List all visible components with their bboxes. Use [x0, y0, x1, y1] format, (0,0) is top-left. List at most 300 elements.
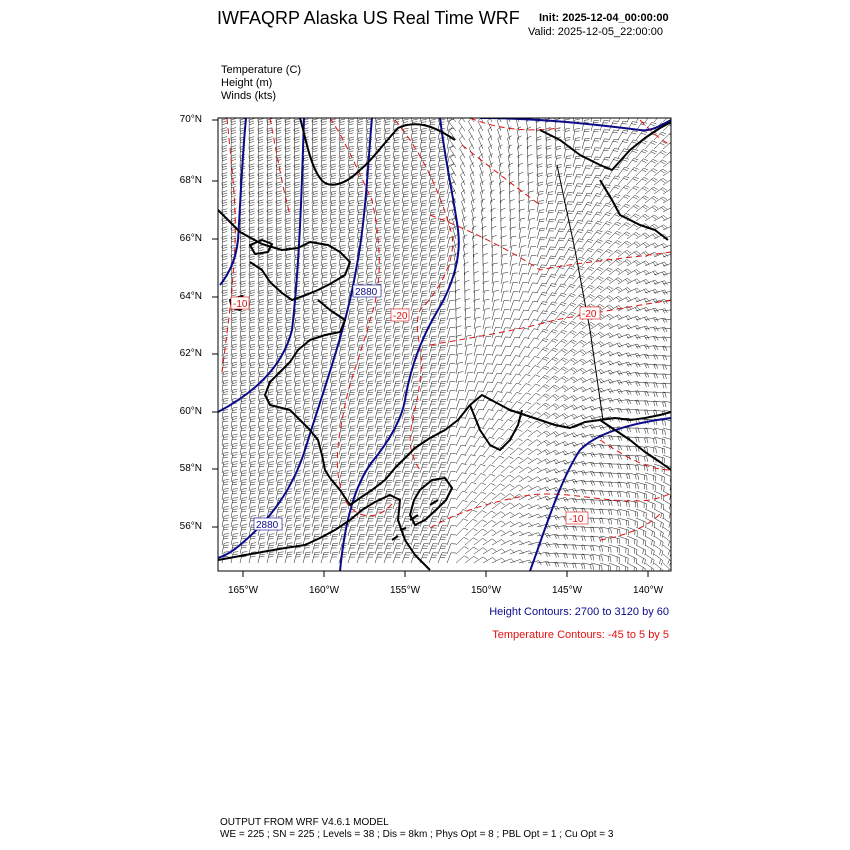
- wind-barb: [492, 392, 503, 402]
- wind-barb: [240, 452, 247, 464]
- wind-barb: [645, 345, 658, 350]
- wind-barb: [645, 563, 654, 574]
- wind-barb: [240, 353, 246, 365]
- wind-barb: [393, 219, 400, 231]
- wind-barb: [321, 227, 327, 239]
- wind-barb: [285, 236, 291, 248]
- wind-barb: [609, 112, 618, 122]
- wind-barb: [366, 245, 373, 257]
- wind-barb: [249, 362, 255, 374]
- wind-barb: [564, 266, 575, 275]
- wind-barb: [488, 136, 492, 149]
- wind-barb: [618, 446, 631, 451]
- wind-barb: [591, 175, 601, 185]
- wind-barb: [249, 155, 254, 167]
- wind-barb: [375, 182, 382, 194]
- wind-barb: [321, 290, 328, 302]
- wind-barb: [537, 247, 546, 257]
- wind-barb: [456, 473, 467, 482]
- wind-barb: [501, 410, 513, 419]
- wind-barb: [366, 209, 373, 221]
- wind-barb: [429, 517, 438, 527]
- wind-barb: [222, 164, 227, 176]
- wind-barb: [393, 173, 400, 185]
- wind-barb: [555, 229, 564, 239]
- wind-barb: [663, 319, 676, 324]
- wind-barb: [258, 489, 265, 500]
- wind-barb: [469, 145, 474, 158]
- wind-barb: [420, 110, 427, 122]
- wind-barb: [330, 299, 337, 311]
- wind-barb: [609, 473, 621, 478]
- wind-barb: [492, 410, 503, 419]
- wind-barb: [483, 382, 493, 392]
- wind-barb: [231, 443, 238, 455]
- wind-barb: [258, 462, 265, 474]
- wind-barb: [663, 328, 676, 333]
- wind-barb: [456, 500, 468, 509]
- wind-barb: [411, 201, 418, 212]
- wind-barb: [267, 453, 274, 464]
- wind-barb: [312, 191, 318, 203]
- wind-barb: [564, 119, 570, 131]
- wind-barb: [420, 228, 427, 239]
- wind-barb: [303, 353, 310, 365]
- wind-barb: [375, 200, 382, 212]
- wind-barb: [618, 167, 629, 176]
- wind-barb: [240, 434, 247, 446]
- wind-barb: [222, 128, 227, 141]
- wind-barb: [420, 219, 427, 230]
- wind-barb: [627, 112, 637, 122]
- wind-barb: [348, 245, 355, 257]
- wind-barb: [546, 229, 555, 239]
- wind-barb: [591, 500, 604, 505]
- wind-barb: [276, 389, 283, 401]
- wind-barb: [276, 426, 283, 438]
- wind-barb: [231, 507, 238, 519]
- wind-barb: [447, 499, 456, 509]
- wind-barb: [469, 127, 474, 140]
- wind-barb: [231, 416, 238, 428]
- wind-barb: [528, 301, 538, 311]
- lat-ticks: [212, 120, 218, 527]
- wind-barb: [330, 209, 336, 221]
- model-info-line1: OUTPUT FROM WRF V4.6.1 MODEL: [220, 817, 389, 828]
- wind-barb: [303, 363, 310, 375]
- wind-barb: [645, 473, 656, 481]
- wind-barb: [285, 417, 292, 429]
- wind-barb: [375, 173, 382, 185]
- wind-barb: [402, 164, 409, 176]
- wind-barb: [258, 272, 264, 284]
- wind-barb: [294, 381, 301, 393]
- wind-barb: [303, 317, 310, 329]
- wind-barb: [258, 335, 264, 347]
- wind-barb: [348, 110, 354, 122]
- wind-barb: [519, 209, 525, 221]
- wind-barb: [222, 479, 229, 491]
- wind-barb: [312, 381, 319, 392]
- wind-barb: [469, 136, 474, 149]
- wind-barb: [645, 509, 655, 519]
- wind-barb: [393, 137, 400, 149]
- wind-barb: [339, 236, 346, 248]
- wind-barb: [492, 263, 498, 275]
- wind-barb: [330, 200, 336, 212]
- wind-barb: [303, 200, 309, 212]
- wind-barb: [321, 236, 327, 248]
- wind-barb: [348, 552, 356, 563]
- wind-barb: [591, 203, 602, 212]
- wind-barb: [231, 119, 236, 132]
- wind-barb: [240, 110, 245, 123]
- wind-barb: [276, 380, 283, 392]
- wind-barb: [429, 535, 438, 545]
- wind-barb: [609, 491, 621, 497]
- wind-barb: [501, 346, 511, 356]
- wind-barb: [384, 119, 390, 131]
- wind-barb: [303, 245, 309, 257]
- wind-barb: [573, 230, 584, 240]
- wind-barb: [429, 544, 438, 554]
- wind-barb: [654, 337, 667, 342]
- wind-barb: [249, 480, 256, 492]
- wind-barb: [591, 221, 602, 230]
- wind-barb: [519, 301, 528, 311]
- wind-barb: [537, 256, 546, 266]
- wind-barb: [384, 246, 391, 258]
- wind-barb: [474, 464, 486, 473]
- wind-barb: [663, 374, 675, 380]
- wind-barb: [339, 155, 345, 167]
- wind-barb: [231, 128, 236, 141]
- wind-barb: [555, 238, 565, 248]
- lat-label: 64°N: [179, 291, 202, 302]
- wind-barb: [231, 353, 237, 365]
- wind-barb: [231, 470, 238, 482]
- wind-barb: [276, 299, 282, 311]
- wind-barb: [573, 545, 585, 550]
- wind-barb: [429, 192, 436, 203]
- wind-barb: [231, 498, 238, 510]
- wind-barb: [636, 401, 649, 406]
- wind-barb: [393, 191, 400, 203]
- wind-barb: [420, 192, 427, 203]
- wind-barb: [348, 309, 355, 321]
- wind-barb: [510, 383, 521, 392]
- wind-barb: [267, 407, 274, 419]
- wind-barb: [573, 563, 585, 569]
- wind-barb: [312, 200, 318, 212]
- wind-barb: [582, 193, 592, 203]
- wind-barb: [312, 326, 319, 338]
- wind-barb: [591, 166, 601, 176]
- wind-barb: [285, 552, 293, 563]
- wind-barb: [240, 425, 247, 437]
- wind-barb: [438, 174, 445, 185]
- wind-barb: [330, 254, 337, 266]
- wind-barb: [312, 218, 318, 230]
- wind-barb: [582, 202, 592, 212]
- wind-barb: [591, 230, 603, 239]
- wind-barb: [420, 201, 427, 212]
- wind-barb: [231, 110, 236, 123]
- wind-barb: [267, 263, 273, 275]
- wind-barb: [294, 399, 301, 411]
- wind-barb: [609, 545, 620, 553]
- wind-barb: [492, 272, 498, 284]
- wind-barb: [393, 110, 399, 122]
- wind-barb: [483, 355, 492, 365]
- wind-barb: [267, 471, 274, 482]
- wind-barb: [555, 211, 564, 221]
- wind-barb: [609, 139, 619, 149]
- wind-barb: [456, 491, 467, 500]
- wind-barb: [609, 527, 620, 535]
- wind-barb: [582, 527, 594, 532]
- wind-barb: [591, 184, 601, 194]
- wind-barb: [402, 155, 409, 167]
- wind-barb: [222, 182, 227, 194]
- wind-barb: [276, 236, 282, 248]
- wind-barb: [231, 380, 237, 392]
- wind-barb: [564, 275, 575, 284]
- wind-barb: [573, 499, 586, 504]
- temperature-contours-legend: Temperature Contours: -45 to 5 by 5: [492, 629, 669, 641]
- lon-label: 160°W: [308, 585, 340, 596]
- wind-barb: [231, 534, 238, 545]
- wind-barb: [375, 191, 382, 203]
- wind-barb: [498, 127, 502, 140]
- wind-barb: [474, 382, 483, 392]
- wind-barb: [384, 200, 391, 212]
- wind-barb: [249, 507, 256, 518]
- wind-barb: [546, 274, 556, 284]
- wind-barb: [240, 416, 247, 428]
- wind-barb: [240, 507, 247, 518]
- wind-barb: [402, 192, 409, 204]
- wind-barb: [654, 500, 664, 510]
- wind-barb: [312, 345, 319, 357]
- wind-barb: [402, 137, 409, 149]
- wind-barb: [483, 364, 492, 374]
- wind-barb: [222, 425, 229, 437]
- wind-barb: [591, 509, 603, 514]
- wind-barb: [249, 281, 255, 293]
- wind-barb: [470, 163, 474, 176]
- wind-barb: [303, 552, 311, 563]
- wind-barb: [474, 455, 485, 464]
- wind-barb: [321, 245, 328, 257]
- wind-barb: [420, 128, 427, 140]
- wind-barb: [384, 553, 393, 563]
- wind-barb: [591, 148, 600, 158]
- lat-label: 70°N: [179, 114, 202, 125]
- wind-barb: [411, 146, 418, 158]
- wind-barb: [492, 419, 503, 428]
- wind-barb: [339, 200, 345, 212]
- wind-barb: [429, 147, 436, 159]
- wind-barb: [402, 110, 409, 122]
- wind-barb: [240, 371, 246, 383]
- wind-barb: [348, 336, 355, 347]
- wind-barb: [528, 310, 538, 320]
- wind-barb: [321, 317, 328, 329]
- wind-barb: [393, 146, 400, 158]
- lat-label: 56°N: [179, 521, 202, 532]
- height-contour: [220, 118, 246, 285]
- valid-time: Valid: 2025-12-05_22:00:00: [528, 26, 663, 38]
- wind-barb: [510, 337, 520, 347]
- wind-barb: [339, 191, 345, 203]
- wind-barb: [330, 218, 336, 230]
- wind-barb: [402, 182, 409, 194]
- wind-barb: [276, 263, 282, 275]
- wind-barb: [420, 174, 427, 186]
- wind-barb: [375, 155, 382, 167]
- wind-barb: [357, 200, 364, 212]
- wind-barb: [312, 354, 319, 366]
- wind-barb: [222, 443, 229, 455]
- lat-label: 58°N: [179, 463, 202, 474]
- wind-barb: [267, 308, 273, 320]
- wind-barb: [249, 128, 254, 140]
- wind-barb: [258, 507, 265, 518]
- wind-barb: [573, 257, 584, 266]
- wind-barb: [222, 389, 228, 401]
- wind-barb: [276, 335, 283, 347]
- wind-barb: [357, 552, 365, 563]
- wind-barb: [303, 209, 309, 221]
- wind-barb: [231, 525, 238, 536]
- wind-barb: [582, 166, 591, 176]
- wind-barb: [249, 290, 255, 302]
- wind-barb: [458, 109, 465, 122]
- wind-barb: [573, 211, 583, 221]
- wind-barb: [357, 273, 364, 285]
- wind-barb: [330, 552, 338, 563]
- wind-barb: [321, 200, 327, 212]
- wind-barb: [528, 347, 539, 356]
- wind-barb: [231, 516, 238, 527]
- wind-barb: [654, 392, 666, 398]
- wind-barb: [609, 148, 619, 158]
- model-info-line2: WE = 225 ; SN = 225 ; Levels = 38 ; Dis = 8km ; Phys Opt = 8 ; PBL Opt = 1 ; Cu Opt = 3: [220, 829, 614, 840]
- wind-barb: [411, 174, 418, 186]
- wind-barb: [393, 201, 400, 213]
- wind-barb: [231, 407, 238, 419]
- wind-barb: [276, 317, 282, 329]
- wind-barb: [470, 172, 474, 185]
- wind-barb: [492, 373, 502, 383]
- wind-barb: [249, 434, 256, 446]
- wind-barb: [384, 282, 391, 293]
- wind-barb: [258, 299, 264, 311]
- wind-barb: [537, 338, 549, 347]
- wind-barb: [267, 489, 274, 500]
- wind-barb: [582, 212, 593, 222]
- wind-barb: [231, 155, 236, 167]
- wind-barb: [465, 482, 477, 491]
- wind-barb: [465, 436, 475, 446]
- wind-barb: [294, 326, 301, 338]
- wind-barb: [375, 300, 382, 311]
- wind-barb: [519, 338, 530, 348]
- wind-barb: [384, 209, 391, 221]
- wind-barb: [600, 212, 612, 221]
- wind-barb: [348, 200, 355, 212]
- wind-barb: [249, 398, 256, 410]
- wind-barb: [645, 536, 655, 546]
- wind-barb: [555, 293, 566, 302]
- wind-barb: [321, 345, 328, 357]
- wind-barb: [339, 164, 345, 176]
- wind-barb: [222, 534, 229, 545]
- wind-barb: [456, 482, 467, 491]
- wind-barb: [537, 561, 550, 566]
- wind-barb: [222, 543, 229, 554]
- lon-label: 150°W: [470, 585, 502, 596]
- wind-barb: [231, 335, 237, 347]
- wind-barb: [411, 192, 418, 204]
- wind-barb: [555, 284, 566, 293]
- wind-barb: [375, 209, 382, 221]
- wind-barb: [510, 319, 519, 329]
- wind-barb: [231, 461, 238, 473]
- wind-barb: [330, 381, 337, 392]
- wind-barb: [303, 308, 310, 320]
- wind-barb: [303, 381, 310, 393]
- field-temperature: Temperature (C): [221, 64, 302, 76]
- wind-barb: [654, 327, 667, 332]
- wind-barb: [497, 109, 501, 122]
- wind-barb: [438, 535, 447, 545]
- wind-barb: [573, 527, 586, 532]
- wind-barb: [348, 164, 354, 176]
- wind-barb: [249, 110, 254, 123]
- wind-barb: [478, 109, 483, 122]
- wind-barb: [528, 356, 540, 365]
- wind-barb: [222, 173, 227, 185]
- wind-barb: [582, 230, 593, 239]
- wind-barb: [303, 272, 309, 284]
- wind-barb: [375, 227, 382, 239]
- temperature-contour-label: -10: [569, 514, 584, 525]
- wind-barb: [600, 203, 611, 212]
- wind-barb: [468, 109, 474, 122]
- wind-barb: [459, 118, 465, 131]
- wind-barb: [276, 408, 283, 420]
- wind-barb: [267, 552, 275, 563]
- wind-barb: [249, 371, 256, 383]
- wind-barb: [375, 264, 382, 275]
- wind-barb: [312, 299, 319, 311]
- wind-barb: [249, 407, 256, 419]
- wind-barb: [330, 146, 336, 158]
- wind-barb: [348, 227, 355, 239]
- wind-barb: [339, 146, 345, 158]
- wind-barb: [636, 536, 646, 546]
- wind-barb: [276, 435, 283, 447]
- wind-barb: [321, 272, 328, 284]
- wind-barb: [447, 508, 456, 518]
- wind-barb: [321, 254, 328, 266]
- wind-barb: [456, 454, 466, 464]
- wind-barb: [411, 210, 418, 221]
- wind-barb: [663, 347, 676, 352]
- chart-title: IWFAQRP Alaska US Real Time WRF: [217, 8, 520, 28]
